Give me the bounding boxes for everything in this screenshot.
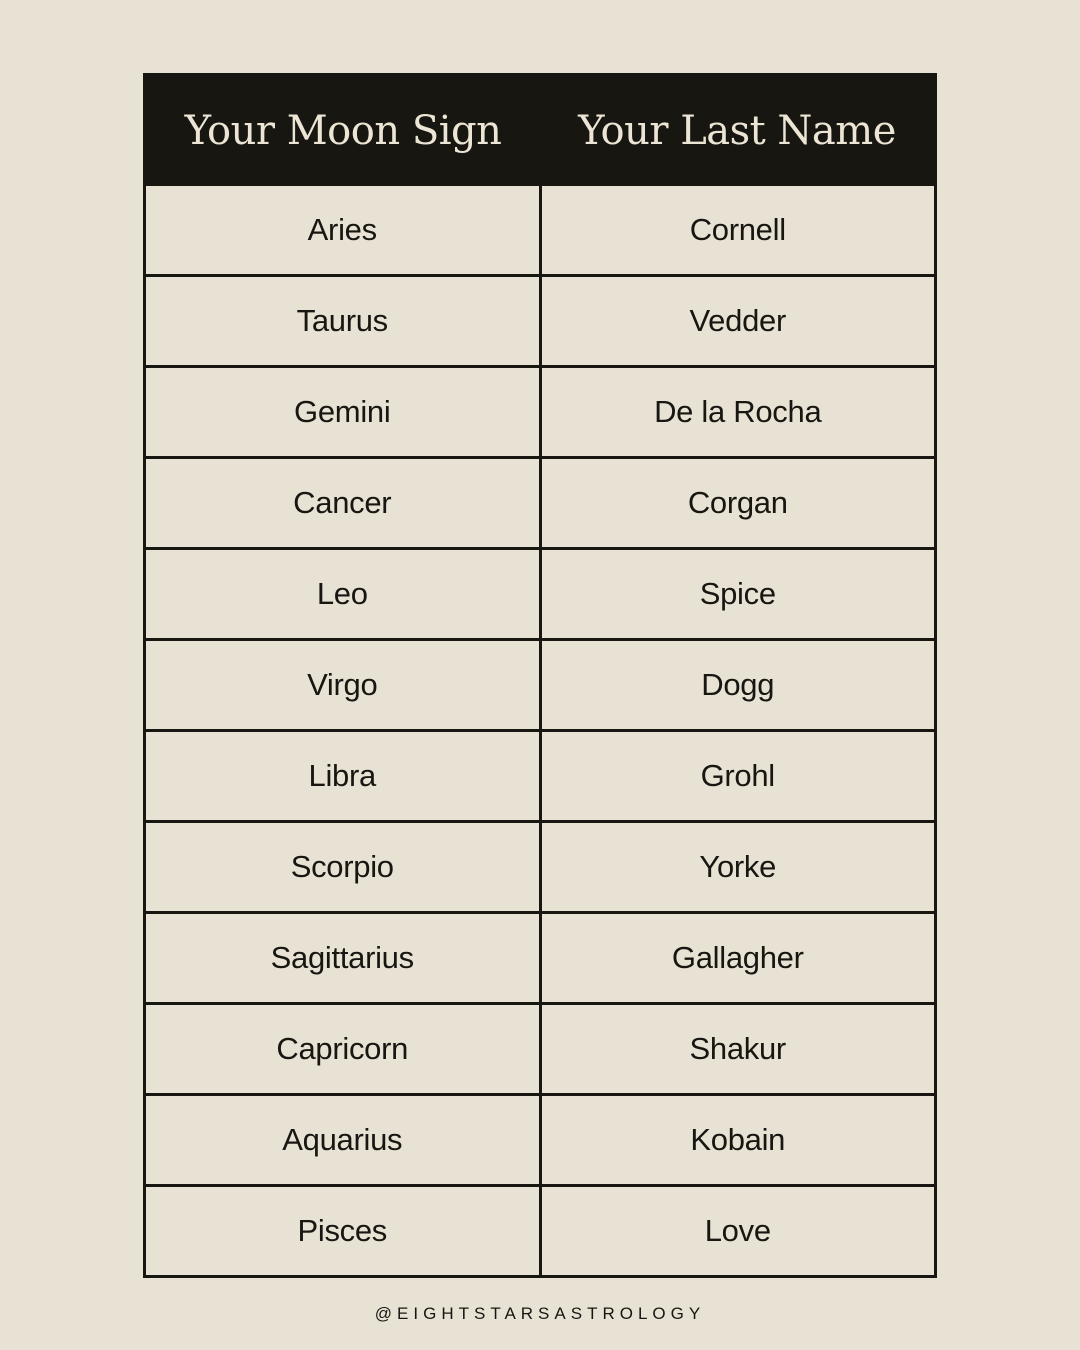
moon-sign-cell: Scorpio — [146, 823, 542, 911]
last-name-cell: Spice — [699, 576, 776, 611]
last-name-cell: Dogg — [701, 667, 775, 702]
moon-sign-cell: Capricorn — [146, 1005, 542, 1093]
last-name-cell: Vedder — [689, 303, 786, 338]
last-name-cell: Love — [704, 1213, 771, 1248]
last-name-cell: Shakur — [689, 1031, 786, 1066]
table-row — [146, 547, 934, 638]
header-last-name: Your Last Name — [578, 108, 896, 154]
table-header — [146, 76, 934, 186]
table-row — [146, 274, 934, 365]
moon-sign-cell: Cancer — [146, 459, 542, 547]
table-row — [146, 729, 934, 820]
table-row — [146, 1002, 934, 1093]
last-name-cell: Yorke — [699, 849, 777, 884]
moon-sign-cell: Leo — [146, 550, 542, 638]
moon-sign-cell: Aries — [146, 186, 542, 274]
last-name-cell: Corgan — [687, 485, 788, 520]
table-body — [146, 186, 934, 1275]
table-row — [146, 911, 934, 1002]
table-row — [146, 365, 934, 456]
last-name-cell: Kobain — [690, 1122, 786, 1157]
moon-sign-cell: Pisces — [146, 1187, 542, 1275]
last-name-cell: Gallagher — [671, 940, 804, 975]
table-row — [146, 1093, 934, 1184]
moon-sign-cell: Virgo — [146, 641, 542, 729]
moon-sign-cell: Aquarius — [146, 1096, 542, 1184]
moon-sign-cell: Gemini — [146, 368, 542, 456]
table-row — [146, 820, 934, 911]
table-row — [146, 1184, 934, 1275]
footer-handle: @EIGHTSTARSASTROLOGY — [374, 1304, 706, 1323]
table-row — [146, 638, 934, 729]
moon-sign-cell: Taurus — [146, 277, 542, 365]
last-name-cell: Cornell — [689, 212, 786, 247]
moon-sign-cell: Libra — [146, 732, 542, 820]
moon-sign-table — [143, 73, 937, 1278]
last-name-cell: Grohl — [700, 758, 775, 793]
moon-sign-cell: Sagittarius — [146, 914, 542, 1002]
header-moon-sign: Your Moon Sign — [184, 108, 502, 154]
table-row — [146, 456, 934, 547]
table-row — [146, 186, 934, 274]
last-name-cell: De la Rocha — [654, 394, 822, 429]
